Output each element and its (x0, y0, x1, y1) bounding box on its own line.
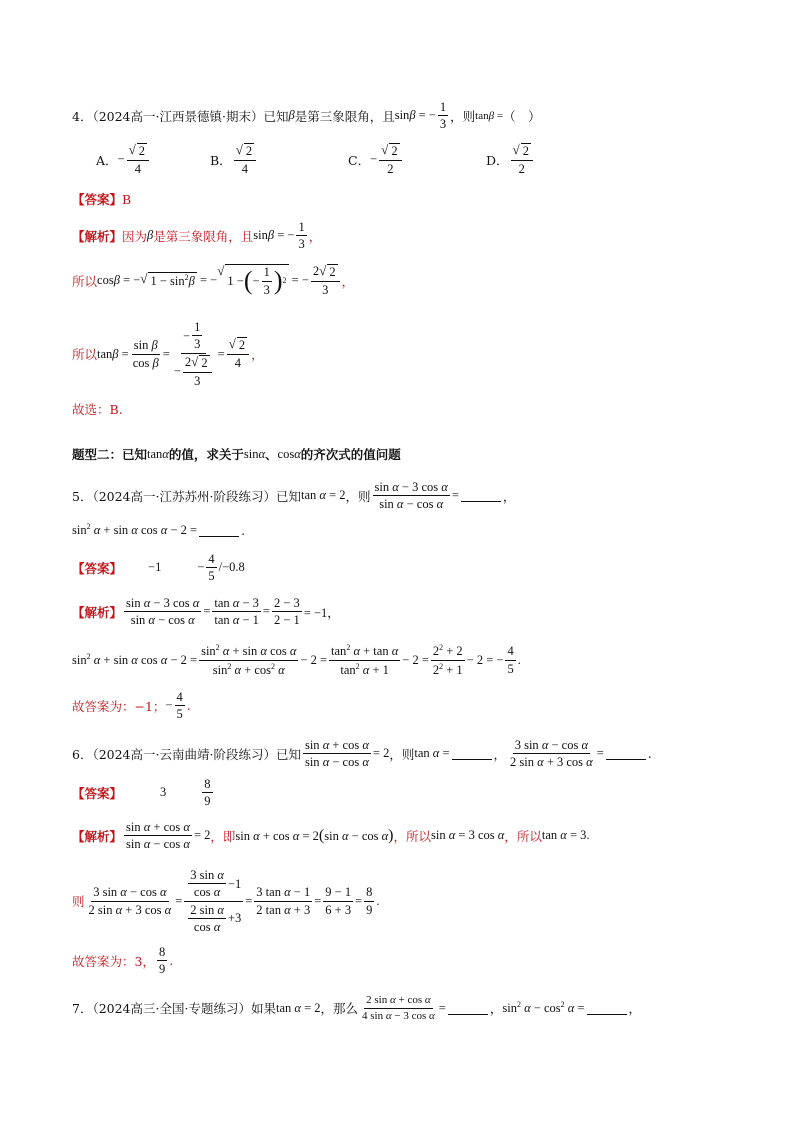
answer-blank[interactable] (606, 747, 646, 760)
q6-stem: 6．（2024高一·云南曲靖·阶段练习）已知 $\frac{\text{sin α + cos α}}{\text{sin α − cos α}}$ = 2 ，则 tan α = ， $\frac{\text{3 sin α − cos α}}{\text{2 sin α + 3 cos α}}$ = . (72, 738, 652, 770)
q4-stem: 4．（2024高一·江西景德镇·期末）已知 β 是第三象限角，且 sinβ = − $\frac{1}{3}$ ，则 tanβ = （ ） (72, 100, 541, 132)
q4-choose: 故选：B. (72, 402, 123, 417)
fraction: $\frac{2 - 3}{2 - 1}$ (273, 596, 300, 628)
q4-cos-line: 所以 cosβ = − √ $1 - \sin^2\beta$ = − √ 1 − ( − $\frac{1}{3}$ ) 2 = − 2 √ 2 3 ， (72, 263, 355, 297)
fraction: $\frac{8}{9}$ (366, 885, 373, 917)
fraction: $\frac{4}{5}$ (507, 644, 514, 676)
answer-blank[interactable] (587, 1002, 627, 1015)
q5-analysis-2: $\sin^2 \alpha + \sin \alpha$ cos α − 2 = $\frac{\sin^2 \alpha + \sin \alpha \cos \alpha}{\sin^2 \alpha + \cos^2 \alpha}$ − 2 = $\frac{\tan^2 \alpha + \tan \alpha}{\tan^2 \alpha + 1}$ − 2 = $\frac{2^2 + 2}{2^2 + 1}$ − 2 = − $\frac{4}{5}$ . (72, 643, 521, 677)
q6-final: 故答案为：3， $\frac{8}{9}$ . (72, 945, 174, 977)
fraction: $\frac{\text{sin β}}{\text{cos β}}$ (132, 338, 159, 370)
fraction: − $\frac{1}{3}$ − 2 √ 2 3 (172, 320, 216, 388)
fraction: $\frac{4}{5}$ (176, 690, 183, 722)
q6-answer: 【答案】 3 $\frac{8}{9}$ (72, 777, 211, 809)
answer-blank[interactable] (448, 1002, 488, 1015)
fraction: $\frac{4}{5}$ (208, 552, 215, 584)
fraction: $\frac{2^2 + 2}{2^2 + 1}$ (432, 643, 463, 677)
option-d[interactable]: D． √ 2 2 (486, 143, 535, 176)
q7-stem: 7．（2024高三·全国·专题练习）如果 tan α = 2 ，那么 $\frac{\text{2 sin α + cos α}}{\text{4 sin α − 3 cos α}}$ = ， $\sin^2 \alpha - \cos^2 \alpha$ = ， (72, 994, 642, 1022)
fraction: $\frac{8}{9}$ (204, 777, 211, 809)
option-a[interactable]: A． − √ 2 4 (96, 143, 151, 176)
fraction: $\frac{\text{2 sin α + cos α}}{\text{4 sin α − 3 cos α}}$ (362, 994, 435, 1022)
option-b[interactable]: B． √ 2 4 (210, 143, 258, 176)
q4-answer: 【答案】 B (72, 191, 132, 207)
q6-then: 则 $\frac{\text{3 sin α − cos α}}{\text{2 sin α + 3 cos α}}$ = $\frac{\text{3 sin α}}{\text{cos α}}$ −1 $\frac{\text{2 sin α}}{\text{cos α}}$ +3 = $\frac{\text{3 tan α − 1}}{\text{2 tan α + 3}}$ = $\frac{9 - 1}{6 + 3}$ = $\frac{8}{9}$ . (72, 868, 380, 935)
q5-stem: 5．（2024高一·江苏苏州·阶段练习）已知 tan α = 2 ，则 $\frac{\text{sin α − 3 cos α}}{\text{sin α − cos α}}$ = ， (72, 480, 516, 512)
fraction: √ 2 4 (227, 337, 249, 370)
math: sinβ = − (394, 108, 436, 123)
fraction: √ 2 4 (127, 143, 149, 176)
fraction: $\frac{\text{sin α − 3 cos α}}{\text{sin α − cos α}}$ (126, 596, 200, 628)
q5-final: 故答案为：−1； − $\frac{4}{5}$ . (72, 690, 191, 722)
fraction: 2 √ 2 3 (311, 264, 340, 297)
fraction: $\frac{\text{sin α − 3 cos α}}{\text{sin α − cos α}}$ (374, 480, 448, 512)
q5-analysis: 【解析】 $\frac{\text{sin α − 3 cos α}}{\text{sin α − cos α}}$ = $\frac{\text{tan α − 3}}{\text{tan α − 1}}$ = $\frac{2 - 3}{2 - 1}$ = −1， (72, 596, 340, 628)
fraction: $\frac{9 - 1}{6 + 3}$ (325, 885, 352, 917)
q5-stem-2: $\sin^2 \alpha + \sin \alpha$ cos α − 2 = . (72, 522, 246, 538)
answer-blank[interactable] (461, 489, 501, 502)
fraction: $\frac{1}{3}$ (298, 220, 305, 252)
section-heading: 题型二：已知 tanα 的值，求关于 sinα 、 cosα 的齐次式的值问题 (72, 446, 401, 462)
fraction: $\frac{\tan^2 \alpha + \tan \alpha}{\tan^2 \alpha + 1}$ (331, 643, 399, 677)
fraction: $\frac{\text{tan α − 3}}{\text{tan α − 1}}$ (214, 596, 259, 628)
answer-blank[interactable] (452, 747, 492, 760)
option-c[interactable]: C． − √ 2 2 (348, 143, 404, 176)
q4-tan-line: 所以 tanβ = $\frac{\text{sin β}}{\text{cos β}}$ = − $\frac{1}{3}$ − 2 √ 2 3 = √ 2 4 ， (72, 320, 264, 388)
fraction: $\frac{8}{9}$ (158, 945, 166, 977)
fraction: $\frac{1}{3}$ (439, 100, 447, 132)
q4-analysis: 【解析】 因为 β 是第三象限角，且 sinβ = − $\frac{1}{3}$ ， (72, 220, 322, 252)
math: tanβ = (475, 109, 504, 122)
fraction: $\frac{\text{3 sin α − cos α}}{\text{2 sin α + 3 cos α}}$ (88, 885, 172, 917)
fraction: $\frac{\text{3 sin α}}{\text{cos α}}$ −1 $\frac{\text{2 sin α}}{\text{cos α}}$ +3 (184, 868, 243, 935)
fraction: √ 2 2 (511, 143, 533, 176)
fraction: $\frac{\text{sin α + cos α}}{\text{sin α − cos α}}$ (126, 820, 190, 852)
fraction: $\frac{\sin^2 \alpha + \sin \alpha \cos \alpha}{\sin^2 \alpha + \cos^2 \alpha}$ (201, 643, 297, 677)
fraction: $\frac{\text{sin α + cos α}}{\text{sin α − cos α}}$ (304, 738, 369, 770)
fraction: √ 2 4 (234, 143, 256, 176)
fraction: $\frac{\text{3 sin α − cos α}}{\text{2 sin α + 3 cos α}}$ (510, 738, 593, 770)
fraction: √ 2 2 (379, 143, 401, 176)
answer-blank[interactable] (199, 524, 239, 537)
q6-analysis: 【解析】 $\frac{\text{sin α + cos α}}{\text{sin α − cos α}}$ = 2 ，即 sin α + cos α = 2(sin α − cos α) ，所以 sin α = 3 cos α ，所以 tan α = 3. (72, 820, 590, 852)
fraction: $\frac{\text{3 tan α − 1}}{\text{2 tan α + 3}}$ (256, 885, 311, 917)
math: β (288, 108, 295, 123)
q5-answer: 【答案】 −1 − $\frac{4}{5}$ /−0.8 (72, 552, 245, 584)
